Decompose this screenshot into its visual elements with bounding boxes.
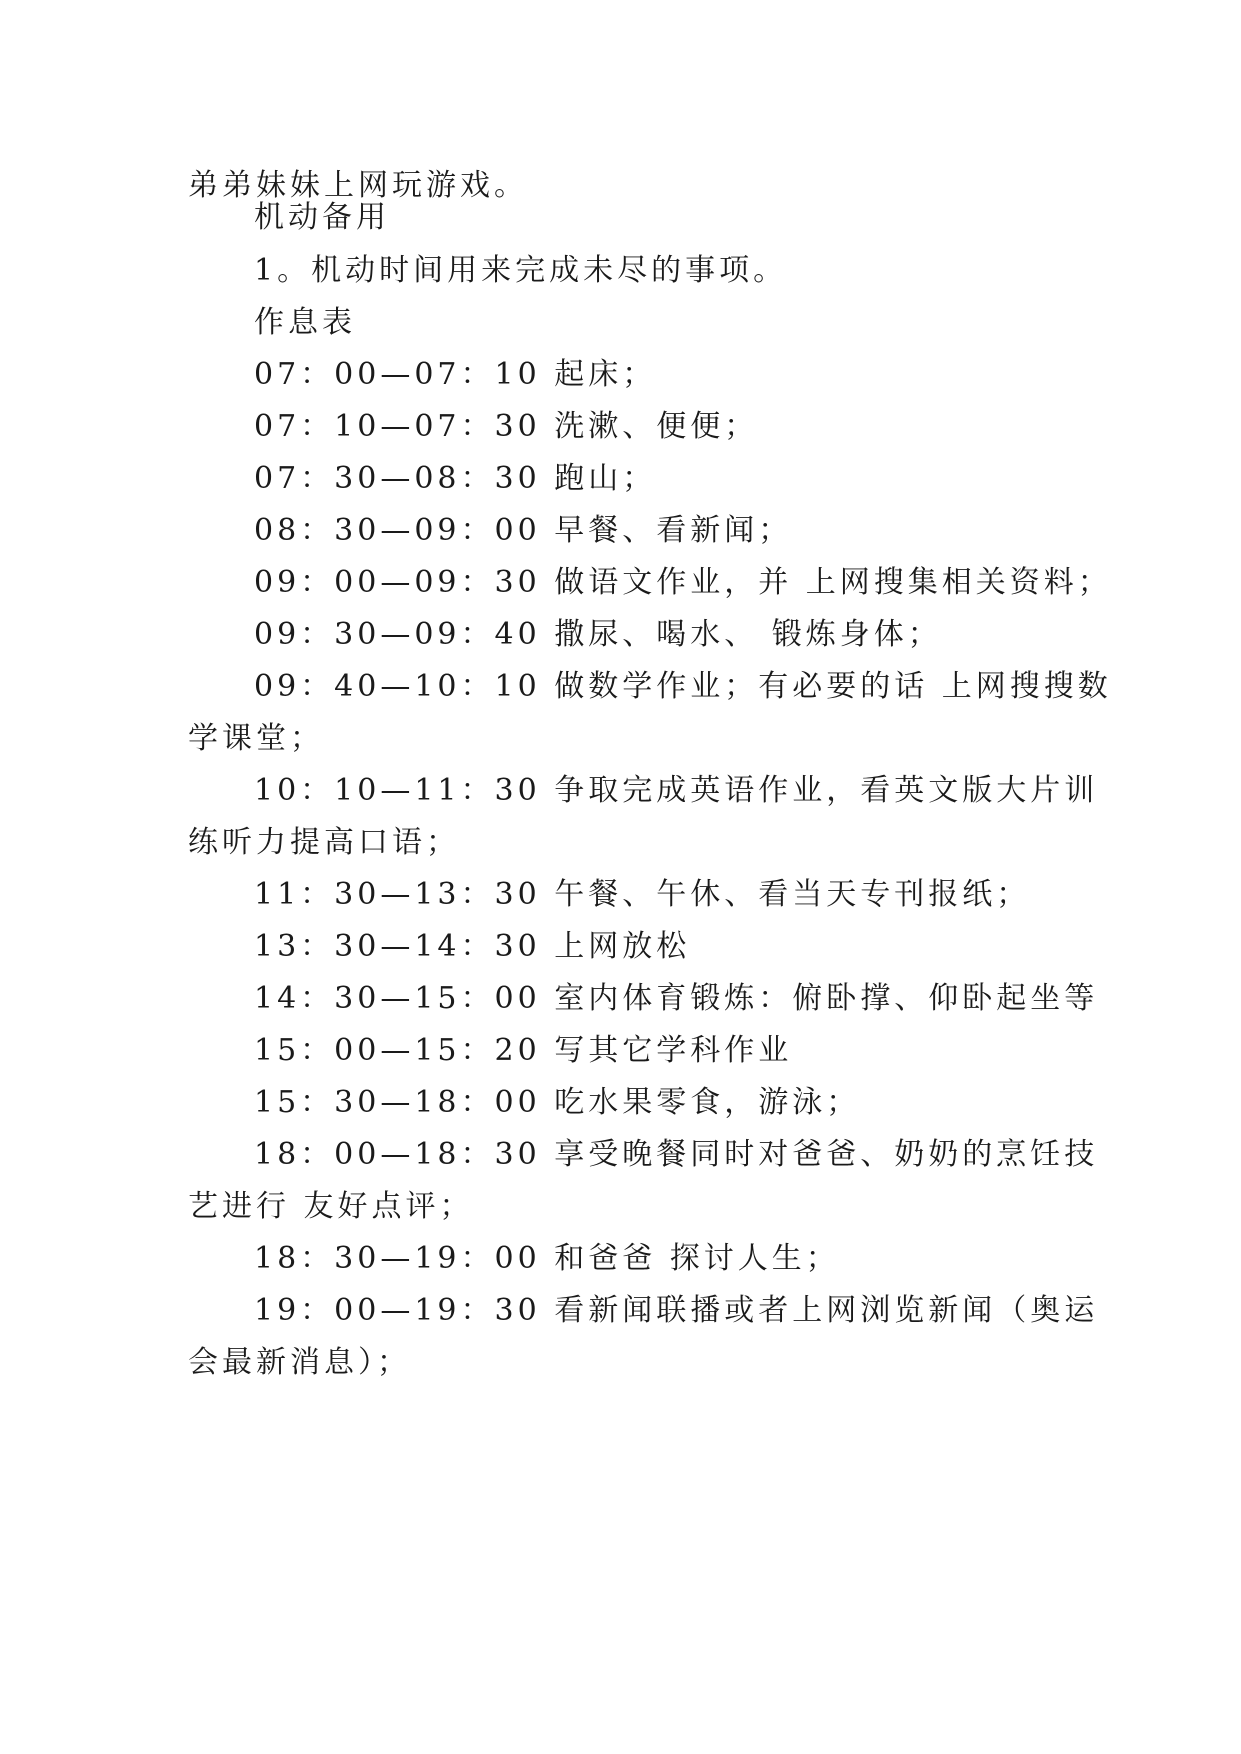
schedule-item: 18：30—19：00 和爸爸 探讨人生；	[254, 1241, 840, 1276]
section-heading: 机动备用	[254, 200, 390, 235]
schedule-item: 11：30—13：30 午餐、午休、看当天专刊报纸；	[254, 877, 1031, 912]
text-line: 弟弟妹妹上网玩游戏。	[188, 168, 528, 203]
schedule-item: 18：00—18：30 享受晚餐同时对爸爸、奶奶的烹饪技	[254, 1137, 1099, 1172]
schedule-item: 07：30—08：30 跑山；	[254, 461, 657, 496]
schedule-item-continuation: 艺进行 友好点评；	[188, 1189, 474, 1224]
schedule-item: 09：40—10：10 做数学作业；有必要的话 上网搜搜数	[254, 669, 1112, 704]
schedule-item: 15：30—18：00 吃水果零食，游泳；	[254, 1085, 861, 1120]
schedule-item: 09：30—09：40 撒尿、喝水、 锻炼身体；	[254, 617, 942, 652]
schedule-item-continuation: 学课堂；	[188, 721, 324, 756]
schedule-item: 13：30—14：30 上网放松	[254, 929, 691, 964]
schedule-item: 15：00—15：20 写其它学科作业	[254, 1033, 793, 1068]
schedule-item: 07：10—07：30 洗漱、便便；	[254, 409, 759, 444]
text-line: 1。机动时间用来完成未尽的事项。	[254, 253, 788, 288]
schedule-item: 08：30—09：00 早餐、看新闻；	[254, 513, 793, 548]
section-heading: 作息表	[254, 305, 356, 340]
schedule-item: 09：00—09：30 做语文作业，并 上网搜集相关资料；	[254, 565, 1112, 600]
schedule-item: 19：00—19：30 看新闻联播或者上网浏览新闻（奥运	[254, 1293, 1099, 1328]
schedule-item-continuation: 会最新消息）；	[188, 1345, 411, 1380]
schedule-item-continuation: 练听力提高口语；	[188, 825, 460, 860]
schedule-item: 07：00—07：10 起床；	[254, 357, 657, 392]
schedule-item: 10：10—11：30 争取完成英语作业，看英文版大片训	[254, 773, 1099, 808]
schedule-item: 14：30—15：00 室内体育锻炼：俯卧撑、仰卧起坐等	[254, 981, 1099, 1016]
